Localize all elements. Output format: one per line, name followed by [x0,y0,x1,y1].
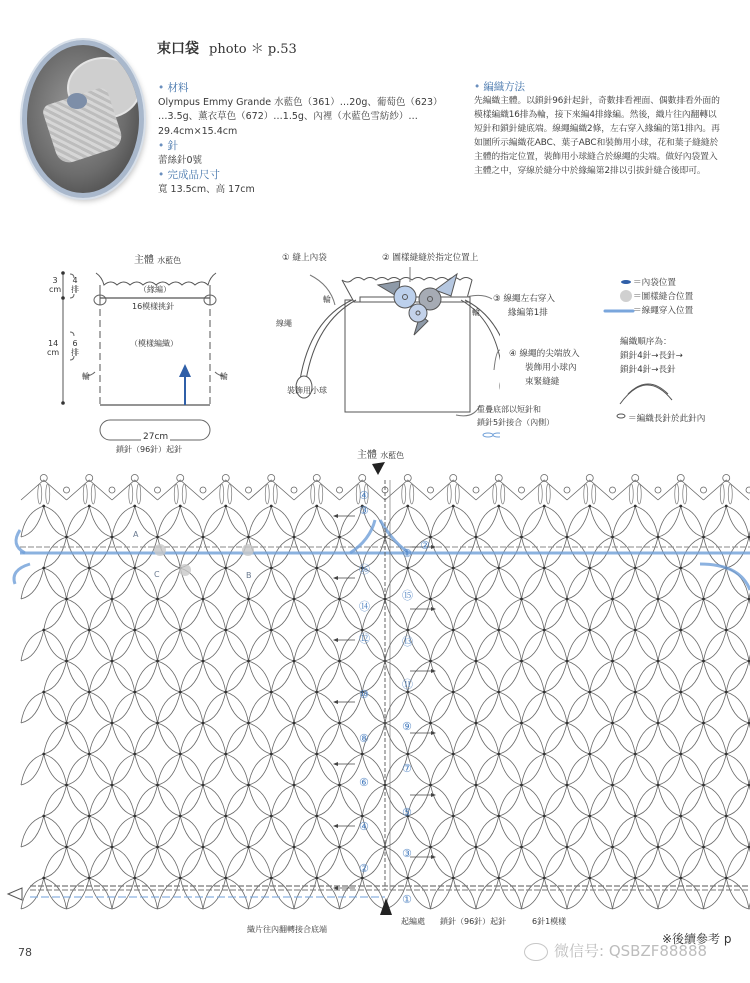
row-number-right: ③ [402,847,412,860]
width-label: 27cm [143,432,169,442]
motif-circle-icon [620,290,632,302]
order-line2: 鎖針4針→長針 [620,365,676,375]
row-number-right: ⑬ [402,635,413,648]
method-line: 短針和鎖針縫底端。線繩編織2條，左右穿入緣編的第1排內。再 [474,124,720,134]
ring-right-label: 輪 [220,372,228,381]
row-number-left: ④ [359,820,369,833]
assembly-step-3-line2: 緣編第1排 [508,308,548,318]
row-number-left: ⑥ [359,776,369,789]
materials-line: 29.4cm×15.4cm [158,125,238,137]
title-text: 束口袋 [157,41,199,57]
inner-bag-dot-icon [621,280,631,284]
top-height-cm: 3 cm [49,276,62,294]
product-photo [22,40,144,198]
materials-line: Olympus Emmy Grande 水藍色（361）…20g、葡萄色（623） [158,96,443,108]
assembly-step-1: ① 縫上內袋 [282,253,327,263]
ball-label: 裝飾用小球 [287,386,327,395]
row-number-left: ⑭ [359,600,370,613]
legend-motif: ＝圖樣縫合位置 [633,292,694,302]
row-number-left: ③ [359,504,369,517]
body-schematic [0,240,260,460]
chart-title: 主體 水藍色 [357,450,405,461]
marker-b: B [246,571,252,580]
ring-label-left: 輪 [323,295,331,304]
main-height-cm: 14 cm [47,339,60,357]
continued-note: ※後續參考 p [662,932,732,946]
row-number-right: ⑤ [402,806,412,819]
method-line: 主體之中，穿線於縫分中於緣編第2排以引拔針縫合後即可。 [474,166,706,176]
method-block [474,80,746,178]
body-title: 主體 水藍色 [134,255,182,266]
row-number-left: ② [359,862,369,875]
crochet-chart [0,460,750,920]
assembly-step-4-line1: ④ 線繩的尖端放入 [509,349,580,359]
assembly-step-3-line1: ③ 線繩左右穿入 [493,294,555,304]
row-number-left: ⑧ [359,732,369,745]
row-number-right: ⑮ [402,589,413,602]
assembly-step-4-line3: 束緊縫縫 [525,377,560,387]
watermark: 微信号: QSBZF88888 [524,940,707,961]
materials-block [158,81,448,197]
pickup-label: 16模樣挑針 [129,301,177,312]
needle-heading: • 針 [158,139,448,154]
start-chain-label: 鎖針（96針）起針 [116,445,183,454]
materials-heading: • 材料 [158,81,448,96]
row-number-left: ④ [359,489,369,502]
top-rows: 4 排 [71,276,79,294]
legend-note: ＝編織長針於此針內 [628,414,706,424]
size-heading: • 完成品尺寸 [158,168,448,183]
page-number: 78 [18,946,32,959]
ring-label-right: 輪 [472,308,480,317]
method-line: 先編織主體。以鎖針96針起針，奇數排看裡面、偶數排看外面的 [474,96,720,106]
row-number-right: ⑪ [402,678,413,691]
row-number-right: ① [402,547,412,560]
photo-ref: photo ＊ p.53 [209,42,297,57]
legend-inner-bag: ＝內袋位置 [633,278,676,288]
wechat-icon [524,943,548,961]
edge-label: （緣編） [139,285,171,294]
bottom-join-line2: 鎖針5針接合（內側） [477,418,555,427]
order-title: 編織順序為： [620,337,672,347]
bottom-join-line1: 重疊底部以短針和 [477,405,541,414]
row-number-right: ⑨ [402,720,412,733]
main-rows: 6 排 [71,339,79,357]
pattern-title [157,38,297,58]
legend-cord: ＝線繩穿入位置 [633,306,694,316]
assembly-step-2: ② 圖樣縫縫於指定位置上 [382,253,479,263]
start-point-label: 起編處 [401,917,425,926]
row-number-right: ⑦ [402,762,412,775]
needle-value: 蕾絲針0號 [158,154,203,166]
method-line: 如圖所示編織花ABC、葉子ABC和裝飾用小球，花和葉子縫縫於 [474,138,719,148]
photo-flower [67,93,87,109]
assembly-diagram [270,255,500,445]
cord-label: 線繩 [276,319,292,328]
pattern-label: （模樣編織） [130,339,178,348]
fold-label: 織片往內翻轉接合底端 [247,925,327,934]
order-line1: 鎖針4針→長針→ [620,351,683,361]
row-number-left: ⑯ [359,563,370,576]
marker-c: C [154,570,160,579]
row-number-right: ② [420,539,430,552]
method-line: 模樣編織16排為輪，接下來編4排緣編。然後，織片往內翻轉以 [474,110,717,120]
ring-left-label: 輪 [82,372,90,381]
row-number-left: ⑫ [359,632,370,645]
dc-into-icon [617,414,625,418]
materials-line: …3.5g、薰衣草色（672）…1.5g、內裡（水藍色雪紡紗）… [158,111,418,122]
method-heading: • 編織方法 [474,80,746,94]
marker-a: A [133,530,139,539]
repeat-label: 6針1模樣 [532,917,567,926]
row-number-right: ① [402,893,412,906]
size-value: 寬 13.5cm、高 17cm [158,183,255,195]
method-line: 主體的指定位置，裝飾用小球縫合於線繩的尖端。做好內袋置入 [474,152,718,162]
start-chain-count: 鎖針（96針）起針 [440,917,507,926]
assembly-step-4-line2: 裝飾用小球內 [525,363,577,373]
row-number-left: ⑩ [359,688,369,701]
